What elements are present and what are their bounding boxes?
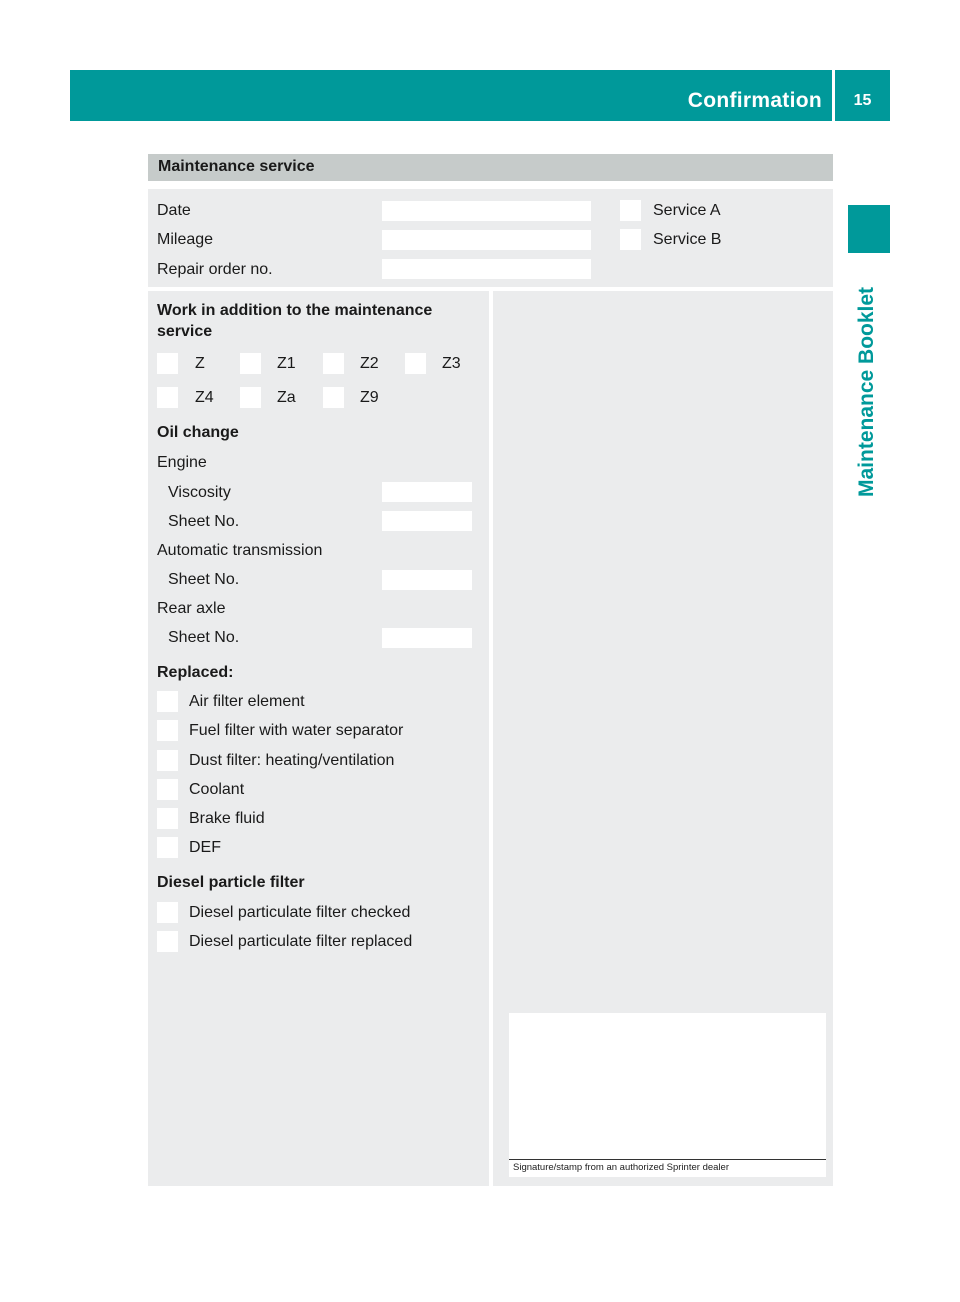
- repair-order-label: Repair order no.: [157, 261, 273, 278]
- page-number: 15: [853, 92, 872, 109]
- engine-label: Engine: [157, 454, 207, 471]
- work-heading-line2: service: [157, 323, 213, 340]
- date-field[interactable]: [382, 201, 591, 221]
- def-checkbox[interactable]: [157, 837, 178, 858]
- work-heading-line1: Work in addition to the maintenance: [157, 302, 433, 319]
- rear-axle-sheet-field[interactable]: [382, 628, 472, 648]
- transmission-sheet-field[interactable]: [382, 570, 472, 590]
- dpf-checked-label: Diesel particulate filter checked: [189, 904, 411, 921]
- section-title: Maintenance service: [158, 158, 315, 175]
- fuel-filter-label: Fuel filter with water separator: [189, 722, 404, 739]
- air-filter-label: Air filter element: [189, 693, 305, 710]
- header-title-block: [70, 70, 832, 121]
- replaced-heading: Replaced:: [157, 664, 234, 681]
- dust-filter-checkbox[interactable]: [157, 750, 178, 771]
- page-header: [70, 70, 890, 121]
- mileage-field[interactable]: [382, 230, 591, 250]
- code-z1-checkbox[interactable]: [240, 353, 261, 374]
- brake-fluid-label: Brake fluid: [189, 810, 265, 827]
- air-filter-checkbox[interactable]: [157, 691, 178, 712]
- side-tab-marker: [848, 205, 890, 253]
- rear-axle-label: Rear axle: [157, 600, 226, 617]
- code-z9-checkbox[interactable]: [323, 387, 344, 408]
- code-z9-label: Z9: [360, 389, 379, 406]
- transmission-label: Automatic transmission: [157, 542, 323, 559]
- viscosity-label: Viscosity: [168, 484, 231, 501]
- signature-line: [509, 1159, 826, 1160]
- coolant-checkbox[interactable]: [157, 779, 178, 800]
- def-label: DEF: [189, 839, 221, 856]
- side-tab-label: Maintenance Booklet: [855, 286, 878, 497]
- brake-fluid-checkbox[interactable]: [157, 808, 178, 829]
- header-title: Confirmation: [687, 89, 822, 112]
- dpf-replaced-checkbox[interactable]: [157, 931, 178, 952]
- code-z-checkbox[interactable]: [157, 353, 178, 374]
- code-z2-checkbox[interactable]: [323, 353, 344, 374]
- code-za-checkbox[interactable]: [240, 387, 261, 408]
- code-z1-label: Z1: [277, 355, 296, 372]
- coolant-label: Coolant: [189, 781, 245, 798]
- service-a-label: Service A: [653, 202, 721, 219]
- rear-axle-sheet-label: Sheet No.: [168, 629, 240, 646]
- dpf-heading: Diesel particle filter: [157, 874, 305, 891]
- code-z4-label: Z4: [195, 389, 214, 406]
- signature-stamp-area[interactable]: [509, 1013, 826, 1177]
- fuel-filter-checkbox[interactable]: [157, 720, 178, 741]
- engine-sheet-label: Sheet No.: [168, 513, 240, 530]
- date-label: Date: [157, 202, 191, 219]
- code-za-label: Za: [277, 389, 296, 406]
- code-z2-label: Z2: [360, 355, 379, 372]
- section-heading: [148, 154, 833, 181]
- oil-change-heading: Oil change: [157, 424, 239, 441]
- mileage-label: Mileage: [157, 231, 214, 248]
- transmission-sheet-label: Sheet No.: [168, 571, 240, 588]
- code-z3-label: Z3: [442, 355, 461, 372]
- engine-sheet-field[interactable]: [382, 511, 472, 531]
- service-b-checkbox[interactable]: [620, 229, 641, 250]
- repair-order-field[interactable]: [382, 259, 591, 279]
- viscosity-field[interactable]: [382, 482, 472, 502]
- code-z4-checkbox[interactable]: [157, 387, 178, 408]
- header-page-block: [835, 70, 890, 121]
- dpf-checked-checkbox[interactable]: [157, 902, 178, 923]
- service-a-checkbox[interactable]: [620, 200, 641, 221]
- service-b-label: Service B: [653, 231, 722, 248]
- dust-filter-label: Dust filter: heating/ventilation: [189, 752, 395, 769]
- code-z-label: Z: [195, 355, 205, 372]
- dpf-replaced-label: Diesel particulate filter replaced: [189, 933, 413, 950]
- signature-caption: Signature/stamp from an authorized Sprinter dealer: [513, 1162, 729, 1173]
- code-z3-checkbox[interactable]: [405, 353, 426, 374]
